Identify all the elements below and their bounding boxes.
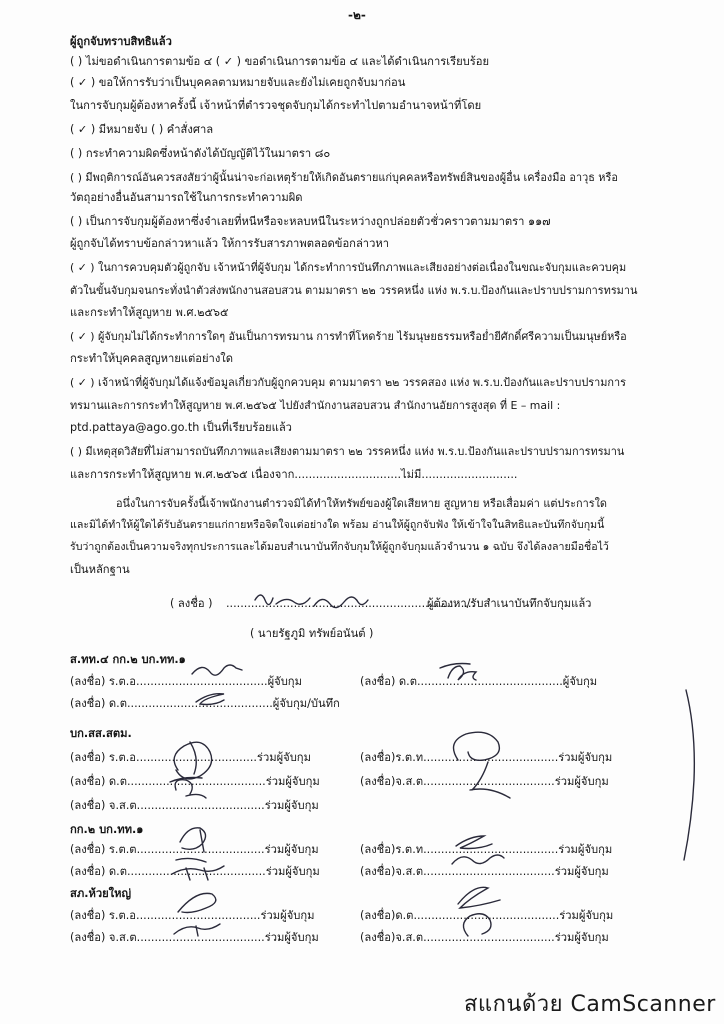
signature-line: (ลงชื่อ) ร.ต.ต....................................ร่วมผู้จับกุม (70, 843, 319, 856)
rights-line-1: ( ) ไม่ขอดำเนินการตามข้อ ๔ ( ✓ ) ขอดำเนินการตามข้อ ๔ และได้ดำเนินการเรียบร้อย (70, 55, 490, 68)
procedure-line-1: ( ✓ ) ในการควบคุมตัวผู้ถูกจับ เจ้าหน้าที่ผู้จับกุม ได้กระทำการบันทึกภาพและเสียงอย่างต่อเนื่องในขณะจับกุมและควบคุม (70, 261, 627, 274)
procedure-line-8: ptd.pattaya@ago.go.th เป็นที่เรียบร้อยแล้ว (70, 421, 292, 434)
margin-mark (684, 690, 694, 860)
unit-heading: ส.ทท.๔ กก.๒ บก.ทท.๑ (70, 653, 186, 666)
signature-line: (ลงชื่อ) ด.ต.......................................ร่วมผู้จับกุม (70, 865, 320, 878)
signature-line: (ลงชื่อ) ร.ต.อ...................................ร่วมผู้จับกุม (70, 909, 315, 922)
ground-line-5: ผู้ถูกจับได้ทราบข้อกล่าวหาแล้ว ให้การรับสารภาพตลอดข้อกล่าวหา (70, 237, 390, 250)
procedure-line-3: และกระทำให้สูญหาย พ.ศ.๒๕๖๕ (70, 306, 229, 319)
closing-line-3: รับว่าถูกต้องเป็นความจริงทุกประการและได้มอบสำเนาบันทึกจับกุมให้ผู้ถูกจับกุมแล้วจำนวน ๑ ฉบับ จึงได้ลงลายมือชื่อไว้ (70, 541, 609, 553)
ground-line-1: ( ) กระทำความผิดซึ่งหน้าดังได้บัญญัติไว้ในมาตรา ๘๐ (70, 147, 331, 160)
signature-line: (ลงชื่อ) ร.ต.อ.....................................ผู้จับกุม (70, 675, 302, 688)
closing-line-4: เป็นหลักฐาน (70, 563, 130, 576)
unit-heading: กก.๒ บก.ทท.๑ (70, 823, 144, 836)
procedure-line-5: กระทำให้บุคคลสูญหายแต่อย่างใด (70, 352, 234, 365)
accused-role: ผู้ต้องหา/รับสำเนาบันทึกจับกุมแล้ว (427, 597, 592, 610)
signature-line: (ลงชื่อ) ด.ต.........................................ผู้จับกุม (360, 675, 598, 688)
signature-line: (ลงชื่อ) จ.ส.ต....................................ร่วมผู้จับกุม (70, 931, 319, 944)
signature-line: (ลงชื่อ)ด.ต.........................................ร่วมผู้จับกุม (360, 909, 614, 922)
closing-line-1: อนึ่งในการจับครั้งนี้เจ้าพนักงานตำรวจมิได้ทำให้ทรัพย์ของผู้ใดเสียหาย สูญหาย หรือเสื่อมค่า แต่ประการใด (116, 497, 607, 510)
rights-line-2: ( ✓ ) ขอให้การรับว่าเป็นบุคคลตามหมายจับและยังไม่เคยถูกจับมาก่อน (70, 76, 406, 89)
accused-sign-prefix: ( ลงชื่อ ) (170, 597, 213, 610)
ground-line-4: ( ) เป็นการจับกุมผู้ต้องหาซึ่งจำเลยที่หนีหรือจะหลบหนีในระหว่างถูกปล่อยตัวชั่วคราวตามมาตรา ๑๑๗ (70, 215, 551, 228)
procedure-line-2: ตัวในขั้นจับกุมจนกระทั่งนำตัวส่งพนักงานสอบสวน ตามมาตรา ๒๒ วรรคหนึ่ง แห่ง พ.ร.บ.ป้องกันและปราบปรามการทรมาน (70, 284, 638, 297)
signature-line: (ลงชื่อ) ด.ต.........................................ผู้จับกุม/บันทึก (70, 697, 340, 710)
ground-line-3: วัตถุอย่างอื่นอันสามารถใช้ในการกระทำความผิด (70, 191, 303, 204)
signature-line: (ลงชื่อ) ร.ต.อ..................................ร่วมผู้จับกุม (70, 751, 311, 764)
signature-line: (ลงชื่อ)จ.ส.ต.....................................ร่วมผู้จับกุม (360, 931, 609, 944)
procedure-line-4: ( ✓ ) ผู้จับกุมไม่ได้กระทำการใดๆ อันเป็นการทรมาน การทำที่โหดร้าย ไร้มนุษยธรรมหรือย่ำยีศักดิ์ศรีความเป็นมนุษย์หรือ (70, 330, 627, 343)
camscanner-watermark: สแกนด้วย CamScanner (464, 992, 716, 1017)
signature-line: (ลงชื่อ)ร.ต.ท......................................ร่วมผู้จับกุม (360, 751, 613, 764)
procedure-line-6: ( ✓ ) เจ้าหน้าที่ผู้จับกุมได้แจ้งข้อมูลเกี่ยวกับผู้ถูกควบคุม ตามมาตรา ๒๒ วรรคสอง แห่ง พ.ร.บ.ป้องกันและปราบปรามการ (70, 376, 626, 389)
signature-line: (ลงชื่อ) จ.ส.ต....................................ร่วมผู้จับกุม (70, 799, 319, 812)
unit-heading: บก.สส.สตม. (70, 727, 132, 740)
procedure-line-9: ( ) มีเหตุสุดวิสัยที่ไม่สามารถบันทึกภาพและเสียงตามมาตรา ๒๒ วรรคหนึ่ง แห่ง พ.ร.บ.ป้องกันและปราบปรามการทรมาน (70, 445, 625, 458)
procedure-line-10: และการกระทำให้สูญหาย พ.ศ.๒๕๖๕ เนื่องจาก..............................ไม่มี........................... (70, 468, 518, 481)
closing-line-2: และมิได้ทำให้ผู้ใดได้รับอันตรายแก่กายหรือจิตใจแต่อย่างใด พร้อม อ่านให้ผู้ถูกจับฟัง ให้เข้าใจในสิทธิและบันทึกจับกุมนี้ (70, 519, 605, 531)
warrant-line: ( ✓ ) มีหมายจับ ( ) คำสั่งศาล (70, 123, 214, 136)
signature-line: (ลงชื่อ)ร.ต.ท......................................ร่วมผู้จับกุม (360, 843, 613, 856)
ground-line-2: ( ) มีพฤติการณ์อันควรสงสัยว่าผู้นั้นน่าจะก่อเหตุร้ายให้เกิดอันตรายแก่บุคคลหรือทรัพย์สินของผู้อื่น เครื่องมือ อาวุธ หรือ (70, 171, 618, 184)
signature-line: (ลงชื่อ)จ.ส.ต.....................................ร่วมผู้จับกุม (360, 865, 609, 878)
procedure-line-7: ทรมานและการกระทำให้สูญหาย พ.ศ.๒๕๖๕ ไปยังสำนักงานสอบสวน สำนักงานอัยการสูงสุด ที่ E – mail : (70, 399, 561, 412)
authority-line: ในการจับกุมผู้ต้องหาครั้งนี้ เจ้าหน้าที่ตำรวจชุดจับกุมได้กระทำไปตามอำนาจหน้าที่โดย (70, 99, 482, 112)
rights-heading: ผู้ถูกจับทราบสิทธิแล้ว (70, 35, 172, 48)
accused-printed-name: ( นายรัฐภูมิ ทรัพย์อนันต์ ) (250, 627, 374, 640)
signature-13 (458, 887, 500, 908)
accused-sign-dots: ...................................................................... (226, 597, 475, 610)
page-number: -๒- (348, 8, 366, 22)
unit-heading: สภ.ห้วยใหญ่ (70, 887, 132, 900)
signature-line: (ลงชื่อ)จ.ส.ต.....................................ร่วมผู้จับกุม (360, 775, 609, 788)
signature-line: (ลงชื่อ) ด.ต.......................................ร่วมผู้จับกุม (70, 775, 320, 788)
